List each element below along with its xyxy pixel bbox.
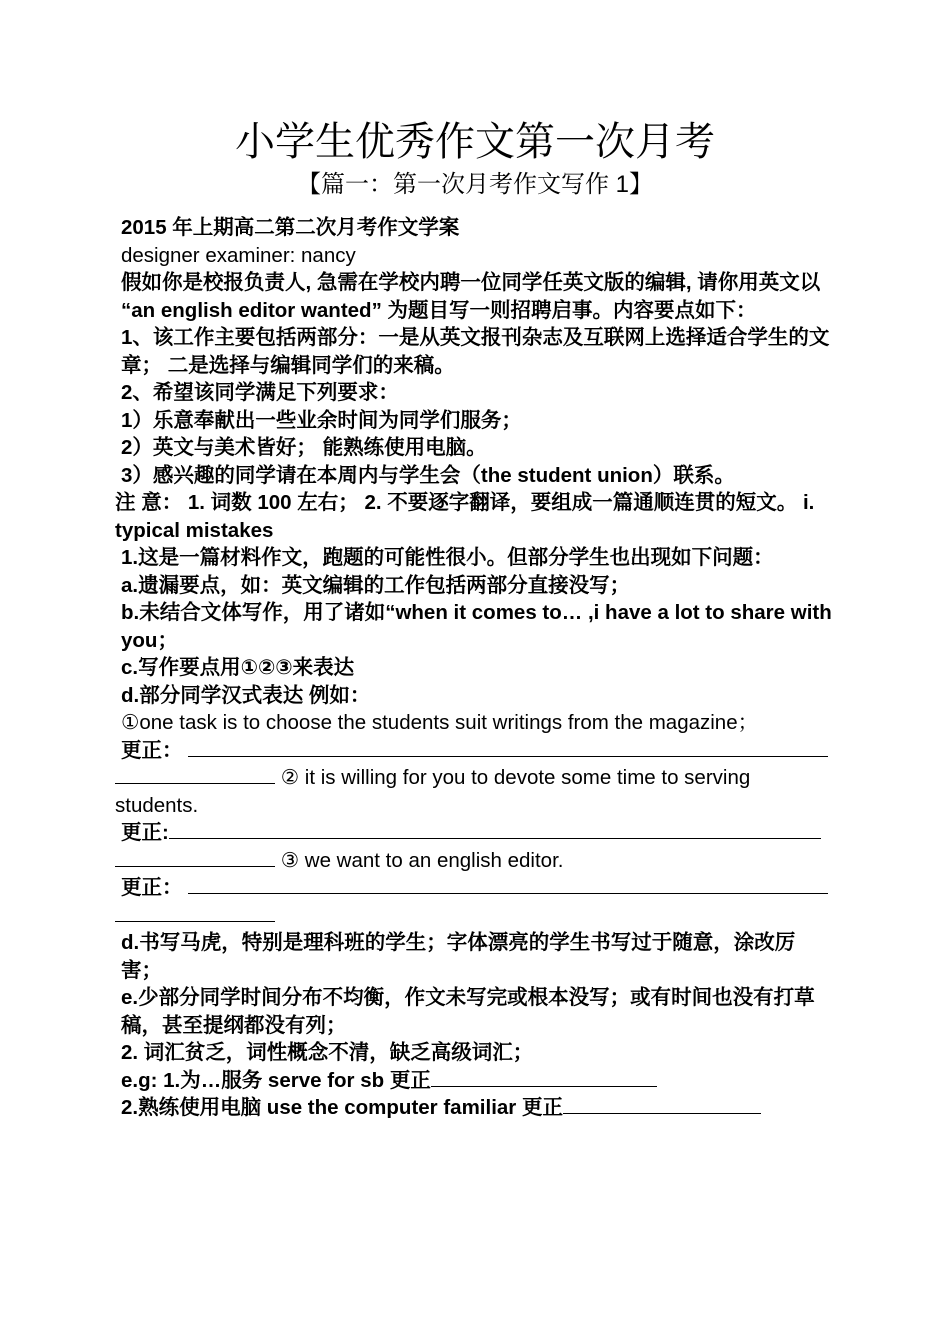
fill-blank[interactable] [115,765,275,784]
fill-blank[interactable] [115,848,275,867]
correction-3 [115,874,835,902]
vocab-example-1-text: e.g: 1.为…服务 serve for sb 更正 [121,1068,431,1092]
vocab-point: 2. 词汇贫乏，词性概念不清，缺乏高级词汇； [121,1041,534,1064]
example-2-text: ② it is willing for you to devote some time to serving students. [115,766,751,817]
mistake-e: e.少部分同学时间分布不均衡，作文未写完或根本没写；或有时间也没有打草稿，甚至提纲都没有列； [121,986,815,1037]
mistake-d: d.部分同学汉式表达 例如： [121,683,371,707]
vocab-example-1 [115,1067,835,1095]
document-body [115,214,835,1122]
mistake-c: c.写作要点用①②③来表达 [121,656,355,679]
designer-line: designer examiner: nancy [121,243,356,267]
heading-line: 2015 年上期高二第二次月考作文学案 [121,216,460,239]
example-3 [115,847,835,875]
example-3-text: ③ we want to an english editor. [280,848,564,872]
blank-line [115,902,835,930]
fill-blank[interactable] [431,1068,657,1087]
example-2 [115,764,835,819]
fill-blank[interactable] [115,903,275,922]
correction-2 [115,819,835,847]
mistake-b: b.未结合文体写作，用了诸如“when it comes to… ,i have a lot to share with you； [121,601,832,652]
fill-blank[interactable] [563,1095,761,1114]
fill-blank[interactable] [169,820,821,839]
fill-blank[interactable] [188,738,828,757]
notes-line: 注 意： 1. 词数 100 左右； 2. 不要逐字翻译，要组成一篇通顺连贯的短文。 i. typical mistakes [115,491,815,542]
page-subtitle: 【篇一：第一次月考作文写作 1】 [296,171,653,198]
correction-label: 更正： [121,876,183,899]
requirement-3: 3）感兴趣的同学请在本周内与学生会（the student union）联系。 [121,463,735,487]
vocab-example-2-text: 2.熟练使用电脑 use the computer familiar 更正 [121,1096,563,1119]
mistake-intro: 1.这是一篇材料作文，跑题的可能性很小。但部分学生也出现如下问题： [121,546,774,569]
page-title: 小学生优秀作文第一次月考 [235,120,715,164]
correction-label: 更正： [121,738,183,762]
mistake-d2: d.书写马虎，特别是理科班的学生；字体漂亮的学生书写过于随意，涂改厉害； [121,931,796,982]
example-1: ①one task is to choose the students suit writings from the magazine； [121,711,759,734]
point-1: 1、该工作主要包括两部分：一是从英文报刊杂志及互联网上选择适合学生的文章； 二是选择与编辑同学们的来稿。 [121,326,830,377]
correction-label: 更正: [121,821,169,844]
requirement-1: 1）乐意奉献出一些业余时间为同学们服务； [121,408,522,432]
requirement-2: 2）英文与美术皆好； 能熟练使用电脑。 [121,436,487,459]
prompt-paragraph: 假如你是校报负责人, 急需在学校内聘一位同学任英文版的编辑, 请你用英文以 “an english editor wanted” 为题目写一则招聘启事。内容要点如下： [121,271,821,322]
mistake-a: a.遗漏要点，如：英文编辑的工作包括两部分直接没写； [121,573,631,597]
correction-1 [115,737,835,765]
point-2: 2、希望该同学满足下列要求： [121,381,399,404]
vocab-example-2 [115,1094,835,1122]
fill-blank[interactable] [188,875,828,894]
